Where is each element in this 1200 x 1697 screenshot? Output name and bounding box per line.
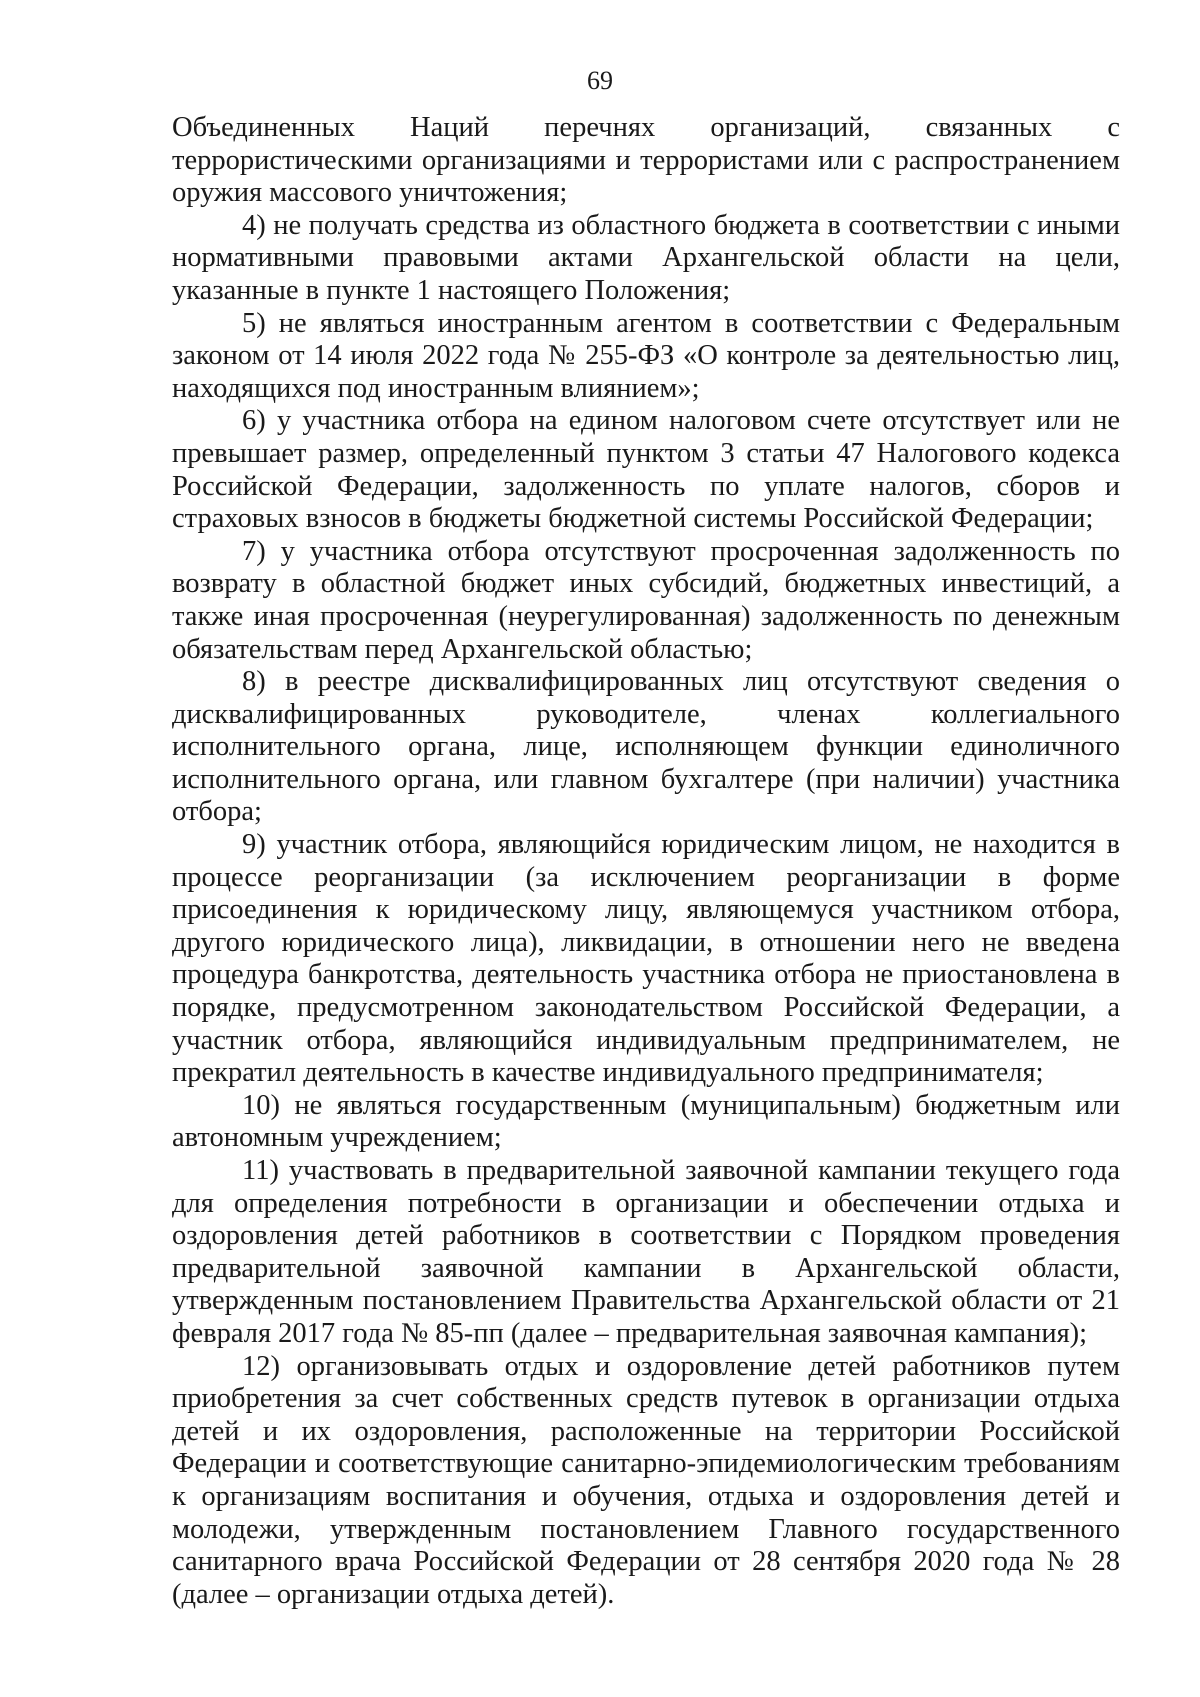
paragraph-item-8: 8) в реестре дисквалифицированных лиц отсутствуют сведения о дисквалифицированных руководителе, членах коллегиального исполнительного органа, лице, исполняющем функции единоличного исполнительного органа, или главном бухгалтере (при наличии) участника отбора;: [172, 666, 1120, 828]
paragraph-item-4: 4) не получать средства из областного бюджета в соответствии с иными нормативными правовыми актами Архангельской области на цели, указанные в пункте 1 настоящего Положения;: [172, 209, 1120, 306]
paragraph-item-11: 11) участвовать в предварительной заявочной кампании текущего года для определения потребности в организации и обеспечении отдыха и оздоровления детей работников в соответствии с Порядком проведения предварительной заявочной кампании в Архангельской области, утвержденным постановлением Правительства Архангельской области от 21 февраля 2017 года № 85-пп (далее – предварительная заявочная кампания);: [172, 1155, 1120, 1349]
paragraph-item-9: 9) участник отбора, являющийся юридическим лицом, не находится в процессе реорганизации (за исключением реорганизации в форме присоединения к юридическому лицу, являющемуся участником отбора, другого юридического лица), ликвидации, в отношении него не введена процедура банкротства, деятельность участника отбора не приостановлена в порядке, предусмотренном законодательством Российской Федерации, а участник отбора, являющийся индивидуальным предпринимателем, не прекратил деятельность в качестве индивидуального предпринимателя;: [172, 829, 1120, 1089]
page-number: 69: [587, 66, 613, 95]
paragraph-item-12: 12) организовывать отдых и оздоровление детей работников путем приобретения за счет собственных средств путевок в организации отдыха детей и их оздоровления, расположенные на территории Российской Федерации и соответствующие санитарно-эпидемиологическим требованиям к организациям воспитания и обучения, отдыха и оздоровления детей и молодежи, утвержденным постановлением Главного государственного санитарного врача Российской Федерации от 28 сентября 2020 года № 28 (далее – организации отдыха детей).: [172, 1350, 1120, 1610]
paragraph-item-10: 10) не являться государственным (муниципальным) бюджетным или автономным учреждением;: [172, 1089, 1120, 1154]
paragraph-continuation: Объединенных Наций перечнях организаций, связанных с террористическими организациями и террористами или с распространением оружия массового уничтожения;: [172, 112, 1120, 209]
paragraph-item-7: 7) у участника отбора отсутствуют просроченная задолженность по возврату в областной бюджет иных субсидий, бюджетных инвестиций, а также иная просроченная (неурегулированная) задолженность по денежным обязательствам перед Архангельской областью;: [172, 535, 1120, 665]
paragraph-item-6: 6) у участника отбора на едином налоговом счете отсутствует или не превышает размер, определенный пунктом 3 статьи 47 Налогового кодекса Российской Федерации, задолженность по уплате налогов, сборов и страховых взносов в бюджеты бюджетной системы Российской Федерации;: [172, 405, 1120, 535]
paragraph-item-5: 5) не являться иностранным агентом в соответствии с Федеральным законом от 14 июля 2022 года № 255-ФЗ «О контроле за деятельностью лиц, находящихся под иностранным влиянием»;: [172, 307, 1120, 404]
document-body: [172, 112, 1120, 1611]
